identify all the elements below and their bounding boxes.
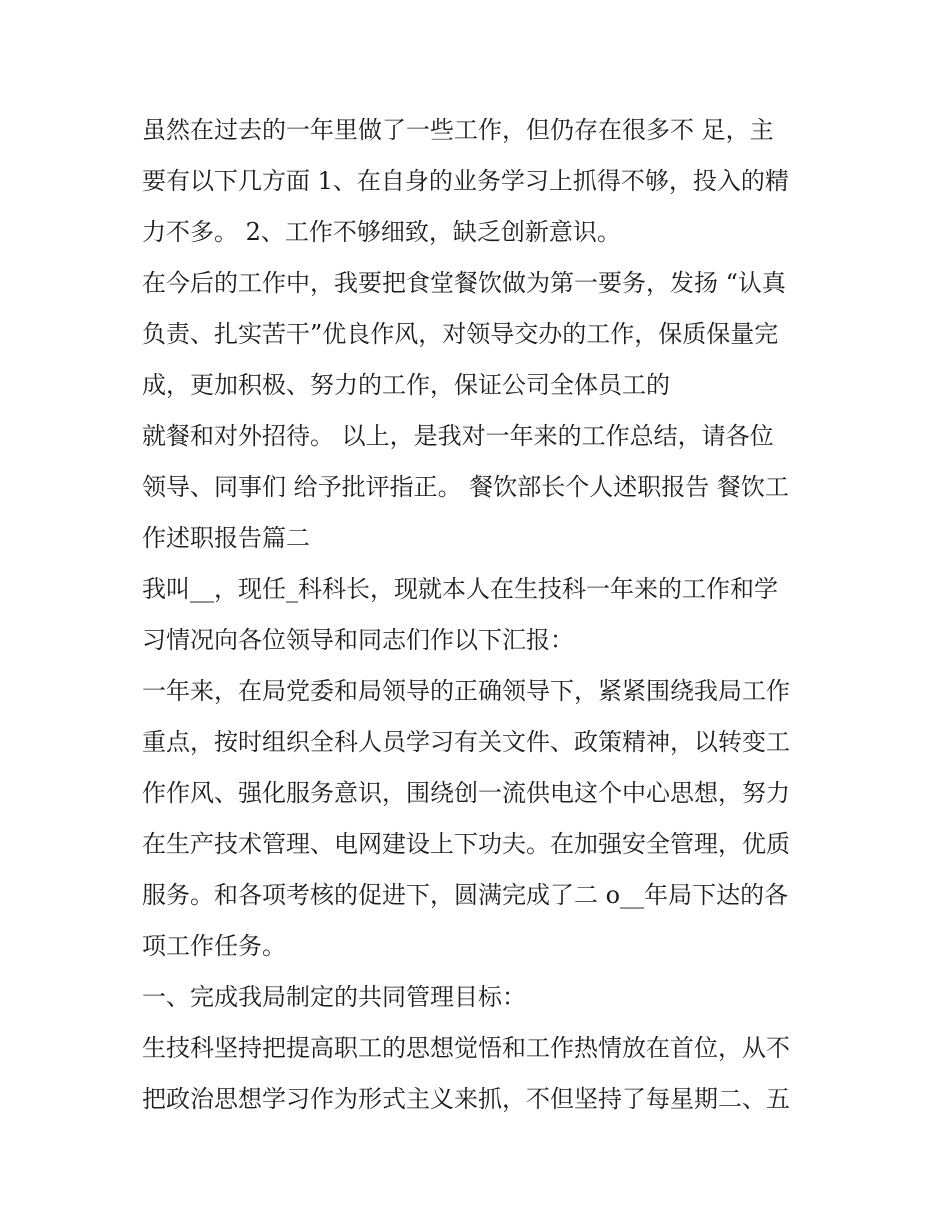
text-line: 一、完成我局制定的共同管理目标：: [142, 982, 526, 1011]
document-body: [142, 112, 822, 1132]
text-line: 力不多。 2、工作不够细致，缺乏创新意识。: [142, 217, 621, 246]
text-line: 作述职报告篇二: [142, 523, 310, 552]
text-line: 服务。和各项考核的促进下，圆满完成了二 o__年局下达的各: [142, 880, 789, 909]
text-line: 就餐和对外招待。 以上，是我对一年来的工作总结，请各位: [142, 421, 774, 450]
text-line: 作作风、强化服务意识，围绕创一流供电这个中心思想，努力: [142, 778, 790, 807]
text-line: 虽然在过去的一年里做了一些工作，但仍存在很多不 足，主: [142, 116, 774, 144]
text-line: 习情况向各位领导和同志们作以下汇报：: [142, 625, 574, 654]
text-line: 重点，按时组织全科人员学习有关文件、政策精神，以转变工: [142, 727, 790, 756]
text-line: 在今后的工作中，我要把食堂餐饮做为第一要务，发扬 “认真: [142, 268, 786, 297]
text-line: 一年来，在局党委和局领导的正确领导下，紧紧围绕我局工作: [142, 676, 790, 705]
text-line: 在生产技术管理、电网建设上下功夫。在加强安全管理，优质: [142, 829, 790, 858]
text-line: 成，更加积极、努力的工作，保证公司全体员工的: [142, 370, 670, 399]
text-line: 负责、扎实苦干”优良作风，对领导交办的工作，保质保量完: [142, 319, 779, 348]
text-line: 把政治思想学习作为形式主义来抓，不但坚持了每星期二、五: [142, 1084, 790, 1113]
text-line: 我叫__，现任_科科长，现就本人在生技科一年来的工作和学: [142, 574, 778, 603]
text-line: 项工作任务。: [142, 931, 286, 960]
text-line: 领导、同事们 给予批评指正。 餐饮部长个人述职报告 餐饮工: [142, 472, 789, 501]
text-line: 要有以下几方面 1、在自身的业务学习上抓得不够，投入的精: [142, 166, 789, 195]
text-line: 生技科坚持把提高职工的思想觉悟和工作热情放在首位，从不: [142, 1033, 790, 1062]
